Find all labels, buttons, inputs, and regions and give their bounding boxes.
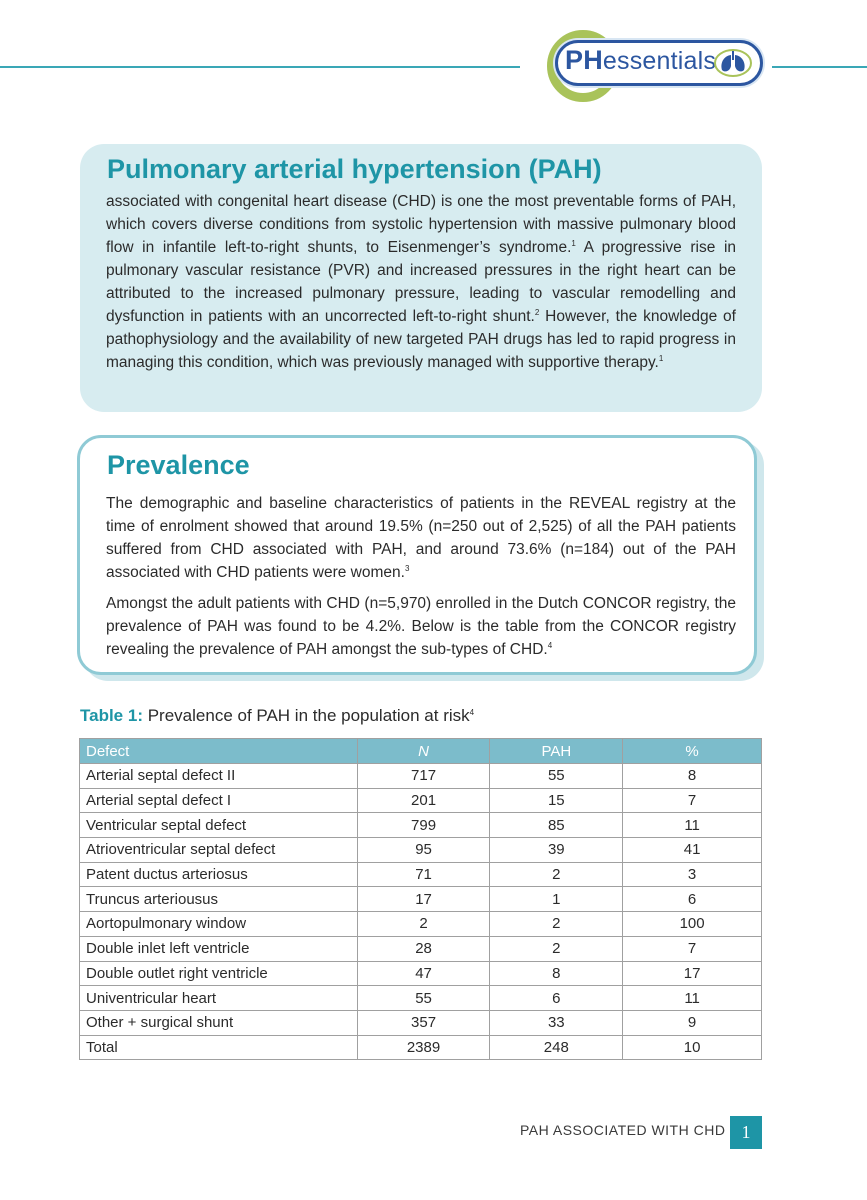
intro-sentence-2: A progressive rise in pulmonary vascular resistance (PVR) and increased pressures in the right heart can be attributed to the increased pulmonary pressure, leading to vascular remodelling and dysfunction in patients with an uncorrected left-to-right shunt. [106, 239, 737, 325]
cell-defect: Atrioventricular septal defect [80, 838, 358, 863]
cell-percent: 10 [623, 1035, 762, 1060]
intro-sentence-1: associated with congenital heart disease (CHD) is one the most preventable forms of PAH, which covers diverse conditions from systolic hypertension with massive pulmonary blood flow in infantile left-to-right shunts, to Eisenmenger’s syndrome. [106, 193, 736, 256]
cell-pah: 33 [490, 1010, 623, 1035]
intro-ref-2: 2 [534, 308, 540, 317]
table-row [80, 862, 762, 887]
cell-defect: Double inlet left ventricle [80, 936, 358, 961]
cell-defect: Aortopulmonary window [80, 912, 358, 937]
cell-defect: Other + surgical shunt [80, 1010, 358, 1035]
header-rule-left [0, 66, 520, 68]
cell-n: 799 [357, 813, 490, 838]
ph-essentials-logo [535, 28, 767, 104]
header-percent: % [623, 739, 762, 764]
logo-text [565, 45, 716, 76]
cell-pah: 6 [490, 986, 623, 1011]
cell-percent: 41 [623, 838, 762, 863]
table-row [80, 838, 762, 863]
prevalence-text-1: The demographic and baseline characteristics of patients in the REVEAL registry at the time of enrolment showed that around 19.5% (n=250 out of 2,525) of all the PAH patients suffered from CHD associated with PAH, and around 73.6% (n=184) out of the PAH associated with CHD patients were women. [106, 495, 736, 581]
cell-pah: 15 [490, 788, 623, 813]
intro-ref-1: 1 [571, 239, 576, 248]
cell-defect: Double outlet right ventricle [80, 961, 358, 986]
cell-pah: 1 [490, 887, 623, 912]
prevalence-paragraph-2 [106, 592, 736, 661]
table-row [80, 1010, 762, 1035]
cell-pah: 2 [490, 936, 623, 961]
page-number: 1 [730, 1116, 762, 1149]
intro-sentence-3: However, the knowledge of pathophysiology and the availability of new targeted PAH drugs has led to rapid progress in managing this condition, which was previously managed with supportive therapy. [106, 308, 736, 371]
cell-percent: 6 [623, 887, 762, 912]
cell-n: 71 [357, 862, 490, 887]
header-defect: Defect [80, 739, 358, 764]
cell-pah: 8 [490, 961, 623, 986]
table-caption-text: Prevalence of PAH in the population at risk [147, 706, 470, 725]
table-row [80, 887, 762, 912]
cell-percent: 7 [623, 936, 762, 961]
header-rule-right [772, 66, 867, 68]
table-header-row [80, 739, 762, 764]
table-row [80, 1035, 762, 1060]
logo-ph: PH [565, 45, 603, 75]
intro-title: Pulmonary arterial hypertension (PAH) [107, 154, 602, 184]
cell-pah: 248 [490, 1035, 623, 1060]
prevalence-table [79, 738, 762, 1060]
header-pah: PAH [490, 739, 623, 764]
prevalence-paragraph-1 [106, 492, 736, 584]
cell-defect: Truncus arteriousus [80, 887, 358, 912]
cell-percent: 3 [623, 862, 762, 887]
cell-percent: 11 [623, 986, 762, 1011]
intro-paragraph [106, 190, 736, 374]
lungs-icon [713, 48, 753, 78]
cell-n: 201 [357, 788, 490, 813]
prevalence-title: Prevalence [107, 450, 250, 480]
cell-defect: Patent ductus arteriosus [80, 862, 358, 887]
header-n: N [357, 739, 490, 764]
cell-pah: 2 [490, 912, 623, 937]
cell-percent: 100 [623, 912, 762, 937]
table-label: Table 1: [80, 706, 143, 725]
table-row [80, 986, 762, 1011]
footer-section-title: PAH ASSOCIATED WITH CHD [520, 1122, 726, 1138]
table-row [80, 961, 762, 986]
cell-defect: Total [80, 1035, 358, 1060]
table-row [80, 764, 762, 789]
prevalence-ref-1: 3 [404, 564, 410, 573]
cell-n: 2 [357, 912, 490, 937]
table-row [80, 788, 762, 813]
cell-percent: 7 [623, 788, 762, 813]
table-row [80, 813, 762, 838]
cell-percent: 8 [623, 764, 762, 789]
cell-defect: Arterial septal defect I [80, 788, 358, 813]
cell-n: 95 [357, 838, 490, 863]
cell-pah: 2 [490, 862, 623, 887]
cell-n: 357 [357, 1010, 490, 1035]
cell-pah: 85 [490, 813, 623, 838]
cell-defect: Ventricular septal defect [80, 813, 358, 838]
cell-pah: 55 [490, 764, 623, 789]
logo-word: essentials [602, 47, 717, 75]
cell-n: 2389 [357, 1035, 490, 1060]
table-row [80, 912, 762, 937]
cell-percent: 11 [623, 813, 762, 838]
cell-n: 17 [357, 887, 490, 912]
cell-percent: 17 [623, 961, 762, 986]
table-caption [80, 706, 474, 726]
cell-n: 28 [357, 936, 490, 961]
prevalence-text-2: Amongst the adult patients with CHD (n=5,970) enrolled in the Dutch CONCOR registry, the prevalence of PAH was found to be 4.2%. Below is the table from the CONCOR registry revealing the prevalence of PAH amongst the sub-types of CHD. [106, 595, 736, 658]
table-ref: 4 [469, 708, 475, 717]
cell-n: 55 [357, 986, 490, 1011]
cell-percent: 9 [623, 1010, 762, 1035]
intro-ref-3: 1 [658, 354, 664, 363]
table-row [80, 936, 762, 961]
cell-defect: Arterial septal defect II [80, 764, 358, 789]
cell-n: 47 [357, 961, 490, 986]
cell-defect: Univentricular heart [80, 986, 358, 1011]
table-body [80, 764, 762, 1060]
prevalence-box [77, 435, 757, 675]
cell-n: 717 [357, 764, 490, 789]
intro-box [80, 144, 762, 412]
prevalence-ref-2: 4 [547, 641, 553, 650]
cell-pah: 39 [490, 838, 623, 863]
